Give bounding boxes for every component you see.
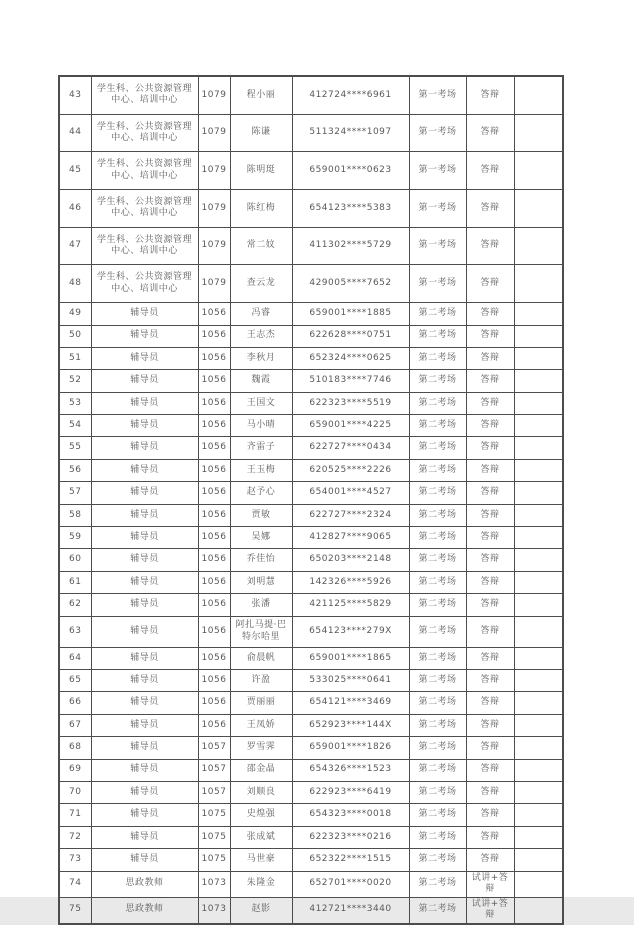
cell-no: 46 (59, 190, 91, 228)
cell-position: 学生科、公共资源管理中心、培训中心 (91, 114, 198, 152)
table-row (59, 849, 563, 871)
cell-venue: 第二考场 (409, 415, 466, 437)
cell-note (514, 594, 563, 616)
cell-note (514, 415, 563, 437)
table-row (59, 647, 563, 669)
cell-name: 魏霞 (230, 370, 292, 392)
cell-position: 辅导员 (91, 437, 198, 459)
cell-no: 62 (59, 594, 91, 616)
cell-code: 1056 (198, 647, 230, 669)
cell-code: 1079 (198, 76, 230, 114)
cell-method: 答辩 (466, 849, 514, 871)
cell-method: 答辩 (466, 437, 514, 459)
cell-position: 辅导员 (91, 616, 198, 647)
cell-method: 答辩 (466, 759, 514, 781)
cell-name: 王国文 (230, 392, 292, 414)
cell-name: 查云龙 (230, 265, 292, 303)
cell-position: 学生科、公共资源管理中心、培训中心 (91, 265, 198, 303)
cell-venue: 第二考场 (409, 370, 466, 392)
cell-name: 陈谦 (230, 114, 292, 152)
cell-note (514, 871, 563, 897)
cell-code: 1056 (198, 347, 230, 369)
cell-method: 答辩 (466, 76, 514, 114)
cell-id: 659001****1826 (292, 737, 409, 759)
cell-no: 47 (59, 227, 91, 265)
cell-name: 俞晨帆 (230, 647, 292, 669)
cell-id: 652322****1515 (292, 849, 409, 871)
cell-note (514, 804, 563, 826)
cell-method: 答辩 (466, 190, 514, 228)
cell-method: 答辩 (466, 669, 514, 691)
cell-no: 53 (59, 392, 91, 414)
table-row (59, 265, 563, 303)
cell-note (514, 549, 563, 571)
cell-id: 412827****9065 (292, 527, 409, 549)
cell-no: 67 (59, 714, 91, 736)
cell-position: 辅导员 (91, 325, 198, 347)
table-row (59, 549, 563, 571)
cell-id: 652923****144X (292, 714, 409, 736)
cell-venue: 第二考场 (409, 804, 466, 826)
cell-no: 72 (59, 826, 91, 848)
cell-method: 答辩 (466, 482, 514, 504)
cell-method: 答辩 (466, 826, 514, 848)
cell-venue: 第二考场 (409, 692, 466, 714)
cell-no: 58 (59, 504, 91, 526)
cell-no: 64 (59, 647, 91, 669)
cell-name: 王凤娇 (230, 714, 292, 736)
cell-no: 60 (59, 549, 91, 571)
cell-position: 辅导员 (91, 804, 198, 826)
cell-id: 654326****1523 (292, 759, 409, 781)
cell-method: 答辩 (466, 265, 514, 303)
cell-id: 429005****7652 (292, 265, 409, 303)
cell-name: 许盈 (230, 669, 292, 691)
cell-method: 答辩 (466, 227, 514, 265)
cell-venue: 第二考场 (409, 303, 466, 325)
cell-id: 622628****0751 (292, 325, 409, 347)
table-row (59, 594, 563, 616)
table-row (59, 482, 563, 504)
cell-code: 1073 (198, 897, 230, 924)
cell-id: 510183****7746 (292, 370, 409, 392)
cell-method: 答辩 (466, 714, 514, 736)
table-row (59, 114, 563, 152)
cell-venue: 第二考场 (409, 325, 466, 347)
cell-method: 答辩 (466, 392, 514, 414)
cell-method: 答辩 (466, 527, 514, 549)
cell-code: 1079 (198, 190, 230, 228)
cell-name: 陈红梅 (230, 190, 292, 228)
cell-note (514, 759, 563, 781)
cell-id: 659001****1885 (292, 303, 409, 325)
cell-no: 71 (59, 804, 91, 826)
table-row (59, 504, 563, 526)
table-row (59, 190, 563, 228)
cell-no: 70 (59, 781, 91, 803)
cell-note (514, 227, 563, 265)
cell-method: 答辩 (466, 647, 514, 669)
cell-no: 43 (59, 76, 91, 114)
cell-note (514, 647, 563, 669)
cell-name: 齐雷子 (230, 437, 292, 459)
table-row (59, 781, 563, 803)
cell-code: 1056 (198, 392, 230, 414)
cell-position: 辅导员 (91, 415, 198, 437)
cell-note (514, 826, 563, 848)
cell-venue: 第二考场 (409, 594, 466, 616)
cell-method: 答辩 (466, 504, 514, 526)
cell-method: 答辩 (466, 415, 514, 437)
cell-venue: 第二考场 (409, 647, 466, 669)
cell-venue: 第一考场 (409, 227, 466, 265)
cell-position: 辅导员 (91, 482, 198, 504)
cell-venue: 第二考场 (409, 504, 466, 526)
cell-name: 李秋月 (230, 347, 292, 369)
cell-venue: 第二考场 (409, 571, 466, 593)
cell-venue: 第二考场 (409, 527, 466, 549)
cell-id: 650203****2148 (292, 549, 409, 571)
cell-venue: 第二考场 (409, 347, 466, 369)
cell-position: 辅导员 (91, 504, 198, 526)
cell-method: 答辩 (466, 804, 514, 826)
cell-note (514, 781, 563, 803)
cell-name: 贾敏 (230, 504, 292, 526)
cell-note (514, 303, 563, 325)
cell-note (514, 370, 563, 392)
cell-note (514, 482, 563, 504)
cell-id: 412721****3440 (292, 897, 409, 924)
cell-name: 冯睿 (230, 303, 292, 325)
cell-position: 辅导员 (91, 392, 198, 414)
cell-position: 辅导员 (91, 647, 198, 669)
cell-method: 答辩 (466, 616, 514, 647)
table-row (59, 692, 563, 714)
cell-position: 辅导员 (91, 692, 198, 714)
cell-position: 辅导员 (91, 549, 198, 571)
cell-name: 张潘 (230, 594, 292, 616)
cell-position: 辅导员 (91, 826, 198, 848)
cell-code: 1056 (198, 616, 230, 647)
cell-id: 412724****6961 (292, 76, 409, 114)
candidates-table (58, 75, 564, 925)
cell-id: 652324****0625 (292, 347, 409, 369)
cell-venue: 第二考场 (409, 437, 466, 459)
cell-note (514, 504, 563, 526)
cell-venue: 第二考场 (409, 482, 466, 504)
cell-id: 511324****1097 (292, 114, 409, 152)
cell-venue: 第二考场 (409, 549, 466, 571)
cell-id: 654001****4527 (292, 482, 409, 504)
table-row (59, 669, 563, 691)
cell-method: 答辩 (466, 152, 514, 190)
cell-name: 马小晴 (230, 415, 292, 437)
cell-position: 辅导员 (91, 370, 198, 392)
cell-position: 辅导员 (91, 737, 198, 759)
cell-id: 142326****5926 (292, 571, 409, 593)
table-row (59, 527, 563, 549)
cell-name: 刘顺良 (230, 781, 292, 803)
cell-no: 61 (59, 571, 91, 593)
cell-venue: 第二考场 (409, 826, 466, 848)
table-row (59, 227, 563, 265)
cell-code: 1056 (198, 482, 230, 504)
table-row (59, 459, 563, 481)
cell-no: 56 (59, 459, 91, 481)
cell-code: 1056 (198, 527, 230, 549)
cell-position: 思政教师 (91, 871, 198, 897)
cell-code: 1056 (198, 549, 230, 571)
cell-no: 49 (59, 303, 91, 325)
cell-code: 1057 (198, 781, 230, 803)
table-row (59, 571, 563, 593)
cell-code: 1056 (198, 459, 230, 481)
cell-note (514, 897, 563, 924)
cell-no: 65 (59, 669, 91, 691)
table-row (59, 759, 563, 781)
cell-id: 654323****0018 (292, 804, 409, 826)
cell-id: 411302****5729 (292, 227, 409, 265)
cell-code: 1079 (198, 152, 230, 190)
cell-id: 620525****2226 (292, 459, 409, 481)
cell-id: 659001****0623 (292, 152, 409, 190)
cell-position: 辅导员 (91, 714, 198, 736)
cell-note (514, 737, 563, 759)
cell-method: 答辩 (466, 781, 514, 803)
cell-method: 答辩 (466, 370, 514, 392)
cell-position: 辅导员 (91, 459, 198, 481)
cell-note (514, 152, 563, 190)
cell-venue: 第二考场 (409, 459, 466, 481)
cell-name: 王玉梅 (230, 459, 292, 481)
cell-name: 邵金晶 (230, 759, 292, 781)
cell-name: 阿扎马提·巴特尔哈里 (230, 616, 292, 647)
cell-name: 贾丽丽 (230, 692, 292, 714)
cell-position: 辅导员 (91, 347, 198, 369)
cell-code: 1057 (198, 737, 230, 759)
cell-no: 63 (59, 616, 91, 647)
cell-method: 答辩 (466, 325, 514, 347)
table-row (59, 152, 563, 190)
cell-code: 1056 (198, 504, 230, 526)
cell-id: 652701****0020 (292, 871, 409, 897)
cell-method: 答辩 (466, 114, 514, 152)
cell-position: 辅导员 (91, 849, 198, 871)
table-row (59, 415, 563, 437)
cell-note (514, 190, 563, 228)
cell-position: 辅导员 (91, 781, 198, 803)
cell-code: 1056 (198, 370, 230, 392)
cell-code: 1057 (198, 759, 230, 781)
cell-note (514, 459, 563, 481)
cell-note (514, 616, 563, 647)
cell-code: 1075 (198, 804, 230, 826)
cell-id: 622323****5519 (292, 392, 409, 414)
cell-code: 1056 (198, 571, 230, 593)
cell-code: 1056 (198, 325, 230, 347)
cell-note (514, 849, 563, 871)
cell-note (514, 571, 563, 593)
cell-no: 73 (59, 849, 91, 871)
cell-no: 57 (59, 482, 91, 504)
cell-code: 1056 (198, 714, 230, 736)
cell-method: 答辩 (466, 737, 514, 759)
table-row (59, 714, 563, 736)
cell-id: 622323****0216 (292, 826, 409, 848)
cell-id: 622727****0434 (292, 437, 409, 459)
cell-no: 66 (59, 692, 91, 714)
cell-code: 1073 (198, 871, 230, 897)
cell-name: 史煌强 (230, 804, 292, 826)
cell-code: 1056 (198, 594, 230, 616)
cell-no: 54 (59, 415, 91, 437)
table-row (59, 325, 563, 347)
cell-note (514, 347, 563, 369)
cell-note (514, 669, 563, 691)
cell-method: 答辩 (466, 594, 514, 616)
cell-method: 试讲+答辩 (466, 871, 514, 897)
cell-id: 622727****2324 (292, 504, 409, 526)
cell-no: 48 (59, 265, 91, 303)
table-row (59, 437, 563, 459)
cell-name: 马世豪 (230, 849, 292, 871)
cell-id: 659001****4225 (292, 415, 409, 437)
cell-code: 1079 (198, 265, 230, 303)
cell-name: 王志杰 (230, 325, 292, 347)
cell-venue: 第二考场 (409, 737, 466, 759)
cell-name: 程小丽 (230, 76, 292, 114)
cell-venue: 第二考场 (409, 871, 466, 897)
cell-venue: 第二考场 (409, 616, 466, 647)
cell-position: 辅导员 (91, 527, 198, 549)
cell-note (514, 527, 563, 549)
table-row (59, 826, 563, 848)
cell-no: 45 (59, 152, 91, 190)
cell-name: 陈明珽 (230, 152, 292, 190)
cell-name: 赵影 (230, 897, 292, 924)
table-row (59, 804, 563, 826)
cell-code: 1056 (198, 415, 230, 437)
cell-no: 52 (59, 370, 91, 392)
cell-position: 辅导员 (91, 571, 198, 593)
cell-venue: 第二考场 (409, 897, 466, 924)
cell-note (514, 437, 563, 459)
cell-venue: 第一考场 (409, 76, 466, 114)
cell-note (514, 392, 563, 414)
cell-name: 刘明慧 (230, 571, 292, 593)
cell-code: 1056 (198, 303, 230, 325)
table-row (59, 616, 563, 647)
cell-code: 1056 (198, 692, 230, 714)
cell-id: 421125****5829 (292, 594, 409, 616)
cell-code: 1075 (198, 849, 230, 871)
table-row (59, 347, 563, 369)
cell-position: 学生科、公共资源管理中心、培训中心 (91, 76, 198, 114)
cell-venue: 第一考场 (409, 114, 466, 152)
cell-name: 乔佳怡 (230, 549, 292, 571)
cell-no: 51 (59, 347, 91, 369)
table-row (59, 370, 563, 392)
cell-name: 张成斌 (230, 826, 292, 848)
cell-id: 659001****1865 (292, 647, 409, 669)
cell-name: 吴娜 (230, 527, 292, 549)
cell-position: 辅导员 (91, 759, 198, 781)
cell-id: 533025****0641 (292, 669, 409, 691)
cell-position: 辅导员 (91, 669, 198, 691)
cell-venue: 第一考场 (409, 152, 466, 190)
cell-position: 学生科、公共资源管理中心、培训中心 (91, 227, 198, 265)
cell-note (514, 76, 563, 114)
cell-venue: 第一考场 (409, 190, 466, 228)
cell-venue: 第二考场 (409, 759, 466, 781)
cell-note (514, 714, 563, 736)
cell-venue: 第二考场 (409, 849, 466, 871)
cell-note (514, 114, 563, 152)
cell-no: 44 (59, 114, 91, 152)
cell-code: 1075 (198, 826, 230, 848)
table-body (59, 76, 563, 924)
cell-no: 68 (59, 737, 91, 759)
cell-position: 辅导员 (91, 594, 198, 616)
cell-name: 罗雪霁 (230, 737, 292, 759)
cell-position: 思政教师 (91, 897, 198, 924)
table-row (59, 871, 563, 897)
cell-id: 622923****6419 (292, 781, 409, 803)
cell-note (514, 265, 563, 303)
table-row (59, 303, 563, 325)
cell-no: 59 (59, 527, 91, 549)
table-row (59, 897, 563, 924)
cell-id: 654121****3469 (292, 692, 409, 714)
cell-method: 答辩 (466, 459, 514, 481)
cell-method: 答辩 (466, 347, 514, 369)
cell-position: 辅导员 (91, 303, 198, 325)
cell-method: 答辩 (466, 303, 514, 325)
cell-no: 75 (59, 897, 91, 924)
cell-code: 1079 (198, 114, 230, 152)
cell-method: 答辩 (466, 549, 514, 571)
table-row (59, 392, 563, 414)
cell-code: 1056 (198, 669, 230, 691)
cell-method: 答辩 (466, 571, 514, 593)
cell-venue: 第二考场 (409, 714, 466, 736)
cell-name: 赵予心 (230, 482, 292, 504)
cell-venue: 第二考场 (409, 781, 466, 803)
cell-method: 答辩 (466, 692, 514, 714)
cell-no: 74 (59, 871, 91, 897)
cell-id: 654123****279X (292, 616, 409, 647)
cell-no: 50 (59, 325, 91, 347)
cell-position: 学生科、公共资源管理中心、培训中心 (91, 152, 198, 190)
cell-name: 常二妏 (230, 227, 292, 265)
cell-id: 654123****5383 (292, 190, 409, 228)
cell-venue: 第一考场 (409, 265, 466, 303)
cell-note (514, 692, 563, 714)
cell-no: 69 (59, 759, 91, 781)
table-row (59, 737, 563, 759)
table-row (59, 76, 563, 114)
cell-venue: 第二考场 (409, 392, 466, 414)
cell-method: 试讲+答辩 (466, 897, 514, 924)
cell-code: 1079 (198, 227, 230, 265)
cell-venue: 第二考场 (409, 669, 466, 691)
cell-note (514, 325, 563, 347)
cell-no: 55 (59, 437, 91, 459)
cell-name: 朱隆金 (230, 871, 292, 897)
cell-position: 学生科、公共资源管理中心、培训中心 (91, 190, 198, 228)
cell-code: 1056 (198, 437, 230, 459)
